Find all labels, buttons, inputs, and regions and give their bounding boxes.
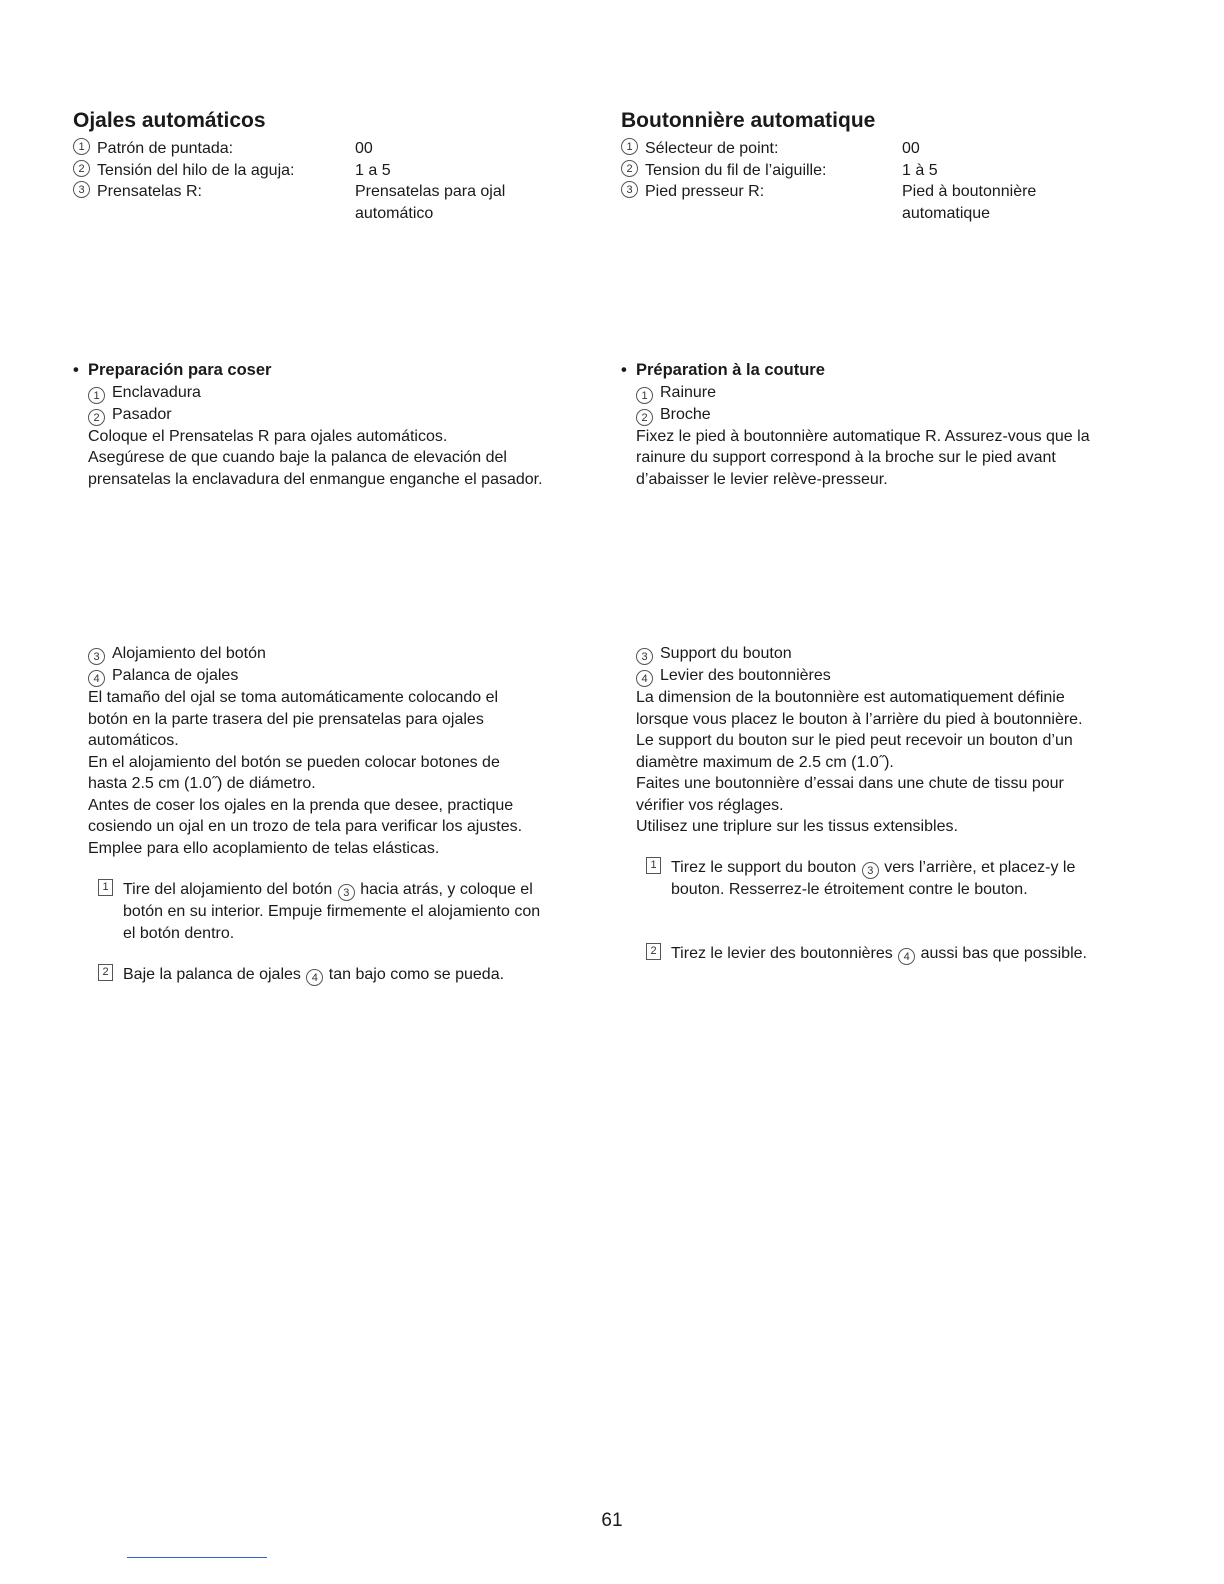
circled-number-icon: 3 xyxy=(621,181,638,198)
circled-number-icon: 2 xyxy=(73,160,90,177)
setting-value: Pied à boutonnière automatique xyxy=(902,183,1037,222)
part-item-label: Support du bouton xyxy=(660,645,792,662)
french-title: Boutonnière automatique xyxy=(621,109,876,132)
circled-number-icon: 1 xyxy=(621,138,638,155)
spanish-parts-body xyxy=(73,643,603,859)
step-text-part: hacia atrás, y coloque el botón en su interior. Empuje firmemente el alojamiento con el botón dentro. xyxy=(123,881,541,942)
circled-number-icon: 1 xyxy=(88,387,105,404)
setting-label: Prensatelas R: xyxy=(97,183,202,200)
boxed-number-icon: 1 xyxy=(98,879,113,896)
prep-item-label: Enclavadura xyxy=(112,383,201,401)
prep-item xyxy=(73,382,603,404)
circled-number-icon: 3 xyxy=(636,648,653,665)
french-setting-row xyxy=(621,138,1161,160)
circled-number-icon: 4 xyxy=(636,670,653,687)
spanish-prep-heading: • Preparación para coser xyxy=(73,361,272,379)
boxed-number-icon: 2 xyxy=(646,943,661,960)
french-preparation xyxy=(621,360,1161,490)
step-text-part: Baje la palanca de ojales xyxy=(123,966,306,983)
circled-number-icon: 4 xyxy=(306,969,323,986)
french-body-text: La dimension de la boutonnière est automatiquement définie lorsque vous placez le bouton à l’arrière du pied à boutonnière. Le support du bouton sur le pied peut recevoir un bouton d’un diamètre maximum de 2.5 cm (1.0˝). Faites une boutonnière d’essai dans une chute de tissu pour vérifier vos réglages. Utilisez une triplure sur les tissus extensibles. xyxy=(636,689,1083,835)
setting-label: Tension du fil de l’aiguille: xyxy=(645,161,827,179)
spanish-step xyxy=(98,879,540,944)
step-text xyxy=(123,879,540,944)
part-item-label: Alojamiento del botón xyxy=(112,645,266,662)
part-item xyxy=(73,665,603,687)
spanish-settings xyxy=(73,138,593,224)
circled-number-icon: 3 xyxy=(88,648,105,665)
step-text-part: tan bajo como se pueda. xyxy=(324,966,505,983)
setting-value: 1 a 5 xyxy=(355,161,391,179)
circled-number-icon: 3 xyxy=(862,862,879,879)
spanish-preparation xyxy=(73,360,603,490)
spanish-setting-row xyxy=(73,160,593,182)
step-text xyxy=(671,943,1087,965)
prep-heading-text: Préparation à la couture xyxy=(636,361,825,379)
french-step xyxy=(646,857,1075,901)
part-item-label: Palanca de ojales xyxy=(112,667,239,684)
setting-label: Patrón de puntada: xyxy=(97,140,234,157)
circled-number-icon: 2 xyxy=(88,409,105,426)
footer-divider xyxy=(127,1557,267,1558)
step-text-part: Tirez le levier des boutonnières xyxy=(671,945,898,962)
french-settings xyxy=(621,138,1161,224)
part-item xyxy=(621,665,1161,687)
french-step xyxy=(646,943,1087,965)
french-setting-row xyxy=(621,181,1161,224)
prep-item-label: Pasador xyxy=(112,405,172,423)
french-setting-row xyxy=(621,160,1161,182)
step-text-part: Tirez le support du bouton xyxy=(671,859,861,876)
setting-value: 00 xyxy=(355,140,373,157)
prep-item-label: Rainure xyxy=(660,383,717,401)
circled-number-icon: 2 xyxy=(636,409,653,426)
step-text xyxy=(671,857,1075,901)
prep-item xyxy=(621,382,1161,404)
step-text-part: vers l’arrière, et placez-y le bouton. Resserrez-le étroitement contre le bouton. xyxy=(671,859,1076,898)
prep-heading-text: Preparación para coser xyxy=(88,361,272,379)
part-item xyxy=(621,643,1161,665)
setting-value: 00 xyxy=(902,140,920,157)
spanish-prep-text: Coloque el Prensatelas R para ojales automáticos. Asegúrese de que cuando baje la palanca de elevación del prensatelas la enclavadura del enmangue enganche el pasador. xyxy=(88,427,543,488)
circled-number-icon: 1 xyxy=(636,387,653,404)
setting-label: Tensión del hilo de la aguja: xyxy=(97,161,295,179)
boxed-number-icon: 1 xyxy=(646,857,661,874)
step-text xyxy=(123,964,504,986)
prep-item xyxy=(73,404,603,426)
french-parts-body xyxy=(621,643,1161,838)
spanish-title: Ojales automáticos xyxy=(73,109,266,132)
part-item xyxy=(73,643,603,665)
circled-number-icon: 3 xyxy=(338,884,355,901)
boxed-number-icon: 2 xyxy=(98,964,113,981)
page-number: 61 xyxy=(601,1510,623,1531)
circled-number-icon: 1 xyxy=(73,138,90,155)
setting-label: Sélecteur de point: xyxy=(645,140,779,157)
setting-label: Pied presseur R: xyxy=(645,183,765,200)
circled-number-icon: 3 xyxy=(73,181,90,198)
circled-number-icon: 4 xyxy=(88,670,105,687)
prep-item xyxy=(621,404,1161,426)
french-prep-heading: • Préparation à la couture xyxy=(621,361,825,379)
setting-value: 1 à 5 xyxy=(902,161,938,179)
spanish-body-text: El tamaño del ojal se toma automáticamente colocando el botón en la parte trasera del pie prensatelas para ojales automáticos. En el alojamiento del botón se pueden colocar botones de hasta 2.5 cm (1.0˝) de diámetro. Antes de coser los ojales en la prenda que desee, practique cosiendo un ojal en un trozo de tela para verificar los ajustes. Emplee para ello acoplamiento de telas elásticas. xyxy=(88,689,523,857)
step-text-part: Tire del alojamiento del botón xyxy=(123,881,337,898)
circled-number-icon: 4 xyxy=(898,948,915,965)
part-item-label: Levier des boutonnières xyxy=(660,667,831,684)
spanish-step xyxy=(98,964,504,986)
step-text-part: aussi bas que possible. xyxy=(916,945,1087,962)
setting-value: Prensatelas para ojal automático xyxy=(355,183,506,222)
spanish-setting-row xyxy=(73,181,593,224)
prep-item-label: Broche xyxy=(660,405,711,423)
french-prep-text: Fixez le pied à boutonnière automatique R. Assurez-vous que la rainure du support correspond à la broche sur le pied avant d’abaisser le levier relève-presseur. xyxy=(636,427,1090,488)
spanish-setting-row xyxy=(73,138,593,160)
circled-number-icon: 2 xyxy=(621,160,638,177)
